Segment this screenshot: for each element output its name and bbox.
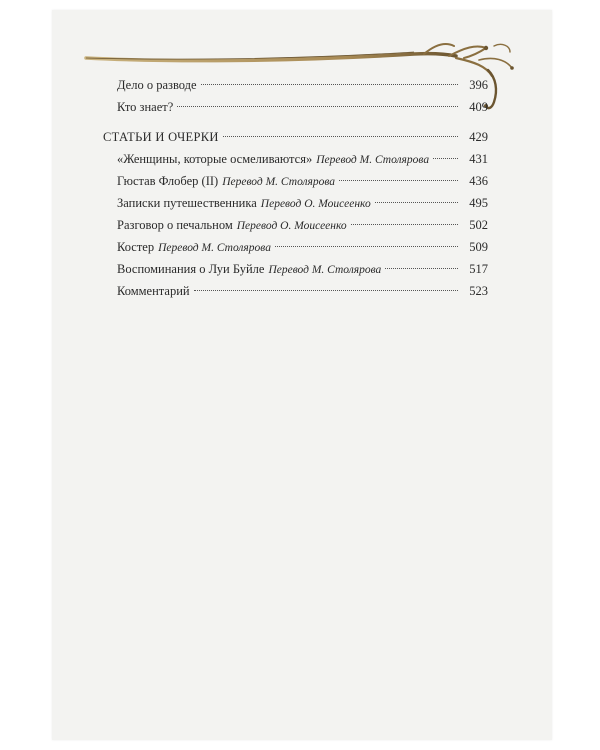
toc-entry-title: Воспоминания о Луи Буйле (117, 262, 265, 276)
toc-entry-translator: Перевод О. Моисеенко (260, 198, 371, 210)
toc-entry-title: Дело о разводе (117, 78, 197, 92)
toc-section-entry[interactable] (103, 126, 488, 148)
dot-leader (339, 180, 458, 181)
toc-entry[interactable] (103, 214, 488, 236)
toc-entry-page: 429 (469, 130, 488, 144)
toc-entry-page: 509 (469, 240, 488, 254)
toc-entry-page: 431 (469, 152, 488, 166)
dot-leader (177, 106, 458, 107)
dot-leader (433, 158, 458, 159)
toc-entry-title: Комментарий (117, 284, 190, 298)
toc-entry-title: Кто знает? (117, 100, 174, 114)
toc-entry-title: Гюстав Флобер (II) (117, 174, 219, 188)
dot-leader (275, 246, 458, 247)
toc-entry[interactable] (103, 148, 488, 170)
toc-entry-translator: Перевод М. Столярова (158, 242, 271, 254)
toc-entry-page: 436 (469, 174, 488, 188)
toc-entry-translator: Перевод М. Столярова (316, 154, 430, 166)
toc-entry[interactable] (103, 96, 488, 118)
toc-entry-title: «Женщины, которые осмеливаются» (117, 152, 313, 166)
toc-entry-translator: Перевод М. Столярова (268, 264, 382, 276)
table-of-contents (103, 74, 488, 302)
toc-entry-page: 517 (469, 262, 488, 276)
dot-leader (201, 84, 458, 85)
toc-entry[interactable] (103, 280, 488, 302)
toc-entry-page: 523 (469, 284, 488, 298)
toc-entry[interactable] (103, 236, 488, 258)
dot-leader (385, 268, 458, 269)
toc-entry-page: 495 (469, 196, 488, 210)
toc-entry[interactable] (103, 170, 488, 192)
dot-leader (223, 136, 458, 137)
toc-entry-title: Записки путешественника (117, 196, 257, 210)
toc-entry[interactable] (103, 192, 488, 214)
toc-section-title: СТАТЬИ И ОЧЕРКИ (103, 130, 219, 144)
toc-entry-title: Костер (117, 240, 155, 254)
dot-leader (375, 202, 458, 203)
toc-entry-page: 409 (469, 100, 488, 114)
toc-entry-translator: Перевод О. Моисеенко (236, 220, 347, 232)
dot-leader (351, 224, 458, 225)
toc-entry-title: Разговор о печальном (117, 218, 233, 232)
dot-leader (194, 290, 458, 291)
toc-entry-page: 502 (469, 218, 488, 232)
toc-entry[interactable] (103, 74, 488, 96)
toc-entry-translator: Перевод М. Столярова (222, 176, 336, 188)
toc-entry-page: 396 (469, 78, 488, 92)
toc-entry[interactable] (103, 258, 488, 280)
